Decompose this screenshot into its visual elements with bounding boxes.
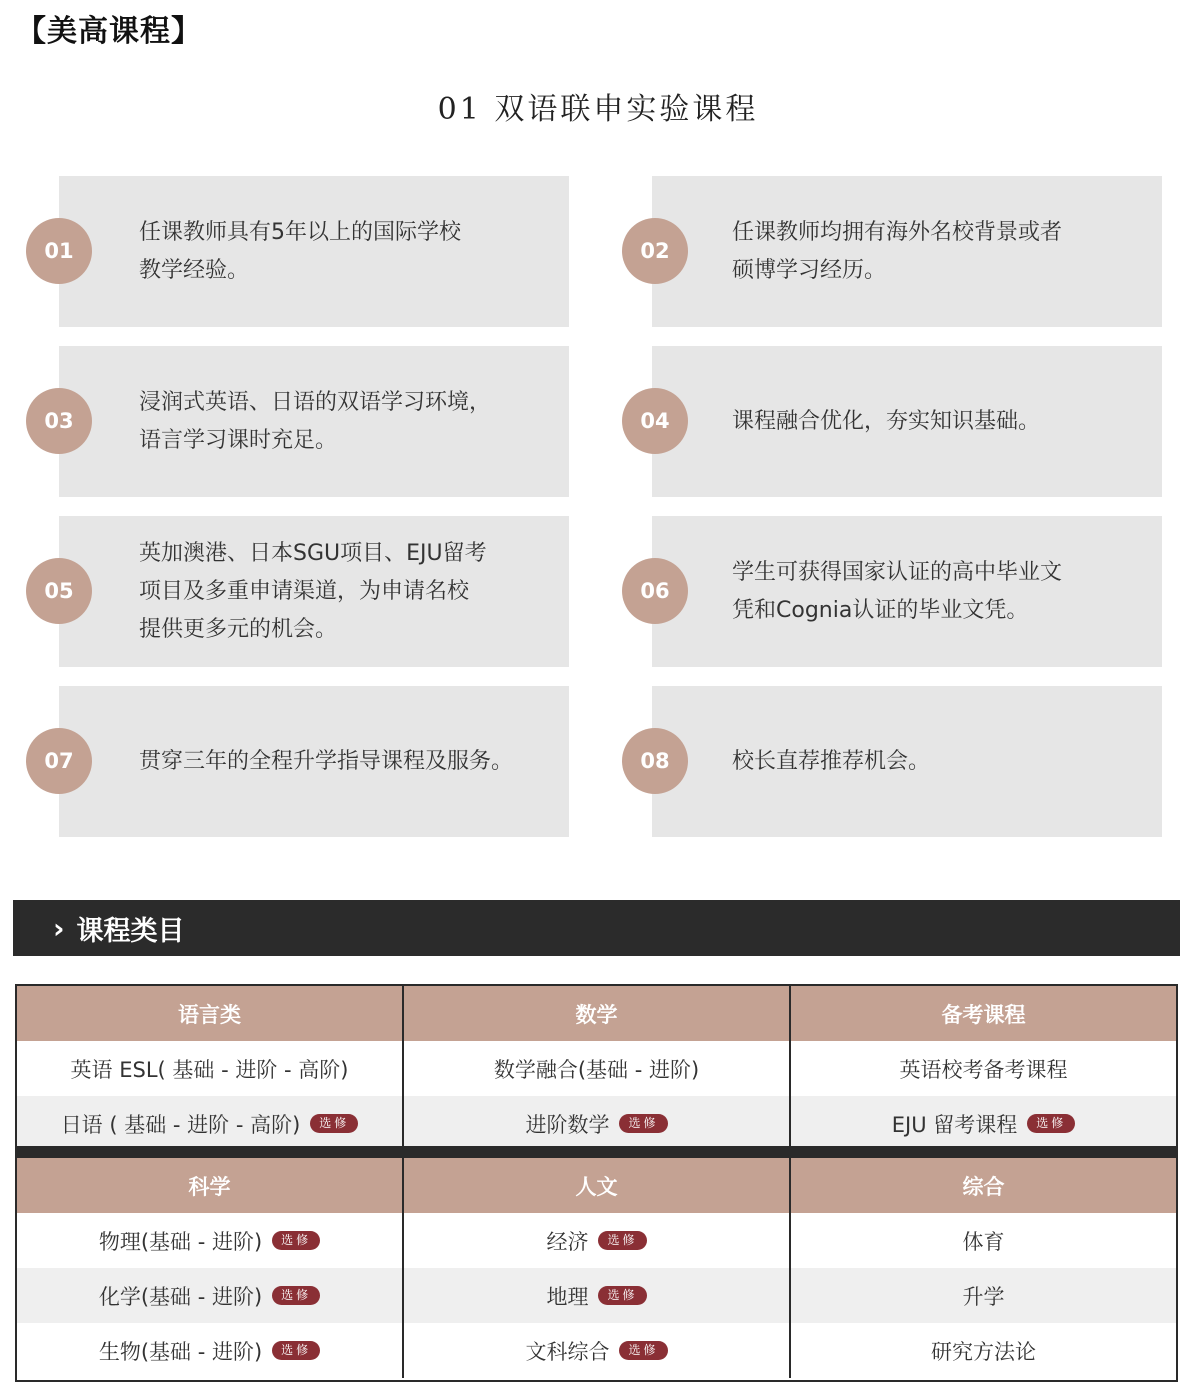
course-name: 进阶数学 <box>525 1112 610 1137</box>
feature-card-text <box>732 686 1122 837</box>
feature-card-line: 浸润式英语、日语的双语学习环境， <box>139 389 492 415</box>
table-header-cell: 数学 <box>402 986 789 1041</box>
feature-card-text <box>732 176 1122 327</box>
course-name: 地理 <box>546 1284 589 1309</box>
elective-badge: 选修 <box>619 1341 667 1360</box>
feature-card-line: 校长直荐推荐机会。 <box>732 748 931 774</box>
feature-card-text <box>732 346 1122 497</box>
page-tag: 【美高课程】 <box>16 14 202 49</box>
table-row <box>17 1323 1176 1378</box>
feature-card <box>652 176 1162 327</box>
course-name: 研究方法论 <box>931 1339 1036 1364</box>
section-title: 01 双语联申实验课程 <box>437 92 759 127</box>
feature-card-line: 学生可获得国家认证的高中毕业文 <box>732 559 1063 585</box>
feature-card-text <box>139 686 529 837</box>
feature-number-badge: 04 <box>622 388 688 454</box>
feature-number-badge: 02 <box>622 218 688 284</box>
table-header-cell: 综合 <box>789 1158 1176 1213</box>
feature-card-line: 英加澳港、日本SGU项目、EJU留考 <box>139 540 487 566</box>
table-cell <box>17 1323 402 1378</box>
feature-card-line: 凭和Cognia认证的毕业文凭。 <box>732 597 1029 623</box>
table-cell <box>789 1323 1176 1378</box>
feature-card-text <box>732 516 1122 667</box>
feature-card-line: 硕博学习经历。 <box>732 257 887 283</box>
feature-card-line: 贯穿三年的全程升学指导课程及服务。 <box>139 748 514 774</box>
category-title: 课程类目 <box>76 915 185 947</box>
table-cell <box>789 1268 1176 1323</box>
course-name: 化学(基础 - 进阶) <box>98 1284 263 1309</box>
feature-card-line: 语言学习课时充足。 <box>139 427 338 453</box>
table-cell <box>789 1213 1176 1268</box>
course-name: 物理(基础 - 进阶) <box>98 1229 263 1254</box>
course-table-top <box>15 984 1178 1153</box>
table-header-row <box>17 1158 1176 1213</box>
chevron-right-icon: › <box>53 911 65 945</box>
elective-badge: 选修 <box>598 1231 646 1250</box>
table-header-cell: 备考课程 <box>789 986 1176 1041</box>
elective-badge: 选修 <box>272 1231 320 1250</box>
feature-number-badge: 01 <box>26 218 92 284</box>
course-name: 数学融合(基础 - 进阶) <box>493 1057 700 1082</box>
course-name: 英语校考备考课程 <box>899 1057 1068 1082</box>
feature-card-line: 任课教师均拥有海外名校背景或者 <box>732 219 1063 245</box>
table-cell <box>17 1096 402 1151</box>
table-header-cell: 人文 <box>402 1158 789 1213</box>
table-row <box>17 1268 1176 1323</box>
table-cell <box>402 1268 789 1323</box>
course-name: 体育 <box>962 1229 1005 1254</box>
feature-card <box>59 686 569 837</box>
feature-card-line: 课程融合优化，夯实知识基础。 <box>732 408 1041 434</box>
table-header-cell: 科学 <box>188 1174 231 1199</box>
elective-badge: 选修 <box>272 1341 320 1360</box>
feature-card-text <box>139 346 529 497</box>
feature-card-line: 提供更多元的机会。 <box>139 616 338 642</box>
table-cell <box>17 1041 402 1096</box>
table-cell <box>17 1268 402 1323</box>
table-cell <box>402 1323 789 1378</box>
feature-card-line: 教学经验。 <box>139 257 250 283</box>
course-name: 经济 <box>546 1229 589 1254</box>
course-name: EJU 留考课程 <box>891 1112 1018 1137</box>
table-header-cell: 语言类 <box>178 1002 241 1027</box>
table-cell <box>789 1041 1176 1096</box>
feature-card <box>59 516 569 667</box>
feature-card <box>59 346 569 497</box>
elective-badge: 选修 <box>619 1114 667 1133</box>
elective-badge: 选修 <box>598 1286 646 1305</box>
elective-badge: 选修 <box>1027 1114 1075 1133</box>
feature-card <box>652 686 1162 837</box>
table-cell <box>402 1096 789 1151</box>
course-table-bottom <box>15 1158 1178 1382</box>
feature-number-badge: 06 <box>622 558 688 624</box>
feature-card <box>652 346 1162 497</box>
feature-card-line: 项目及多重申请渠道，为申请名校 <box>139 578 470 604</box>
feature-card <box>652 516 1162 667</box>
elective-badge: 选修 <box>310 1114 358 1133</box>
course-name: 英语 ESL( 基础 - 进阶 - 高阶) <box>70 1057 349 1082</box>
feature-number-badge: 05 <box>26 558 92 624</box>
feature-number-badge: 07 <box>26 728 92 794</box>
course-name: 生物(基础 - 进阶) <box>98 1339 263 1364</box>
category-header-bar <box>13 900 1180 956</box>
table-cell <box>402 1213 789 1268</box>
table-cell <box>17 1213 402 1268</box>
table-cell <box>402 1041 789 1096</box>
feature-card-text <box>139 516 529 667</box>
feature-number-badge: 08 <box>622 728 688 794</box>
table-cell <box>789 1096 1176 1151</box>
course-name: 日语 ( 基础 - 进阶 - 高阶) <box>60 1112 301 1137</box>
course-name: 文科综合 <box>525 1339 610 1364</box>
feature-card <box>59 176 569 327</box>
table-header-row <box>17 986 1176 1041</box>
table-row <box>17 1096 1176 1151</box>
feature-number-badge: 03 <box>26 388 92 454</box>
table-row <box>17 1213 1176 1268</box>
elective-badge: 选修 <box>272 1286 320 1305</box>
feature-card-line: 任课教师具有5年以上的国际学校 <box>139 219 461 245</box>
course-name: 升学 <box>962 1284 1005 1309</box>
table-row <box>17 1041 1176 1096</box>
feature-card-text <box>139 176 529 327</box>
